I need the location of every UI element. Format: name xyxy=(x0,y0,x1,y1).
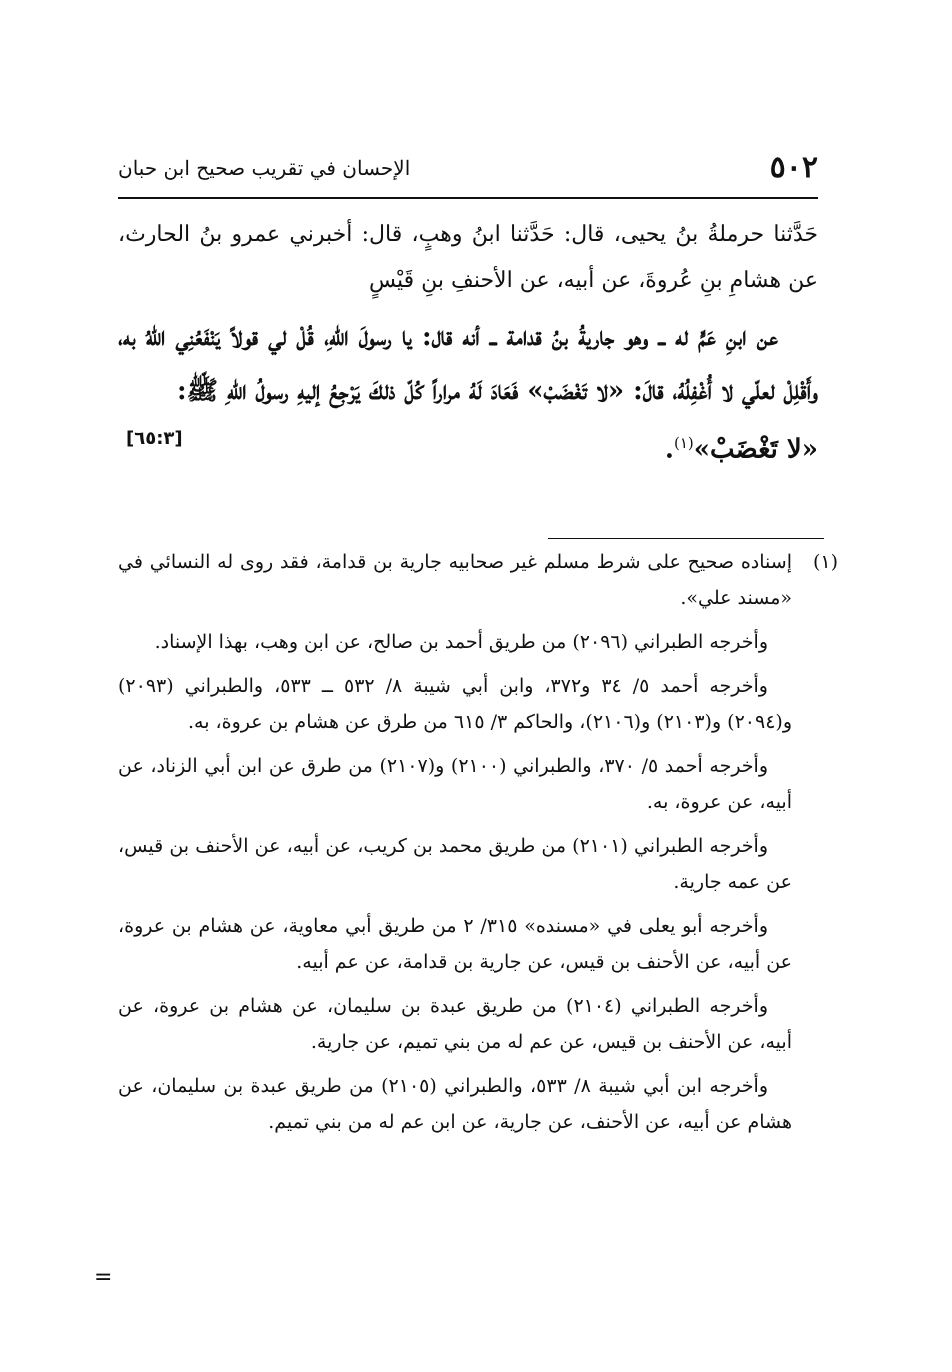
footnote-paragraph: وأخرجه أبو يعلى في «مسنده» ٣١٥/ ٢ من طريق أبي معاوية، عن هشام بن عروة، عن أبيه، عن الأحنف بن قيس، عن جارية بن قدامة، عن عم أبيه. xyxy=(118,915,792,973)
footnote-paragraph: وأخرجه أحمد ٥/ ٣٧٠، والطبراني (٢١٠٠) و(٢١٠٧) من طرق عن ابن أبي الزناد، عن أبيه، عن عروة، به. xyxy=(118,755,792,813)
footnote-rule xyxy=(548,538,824,539)
running-title: الإحسان في تقريب صحيح ابن حبان xyxy=(118,156,411,180)
footnote-1 xyxy=(118,544,838,616)
page-number: ٥٠٢ xyxy=(769,150,818,185)
header-rule xyxy=(118,197,818,199)
footnote-paragraph: وأخرجه الطبراني (٢١٠٤) من طريق عبدة بن سليمان، عن هشام بن عروة، عن أبيه، عن الأحنف بن قيس، عن عم له من بني تميم، عن جارية. xyxy=(118,995,792,1053)
hadith-closing-line xyxy=(118,418,818,468)
footnote-paragraph: وأخرجه الطبراني (٢٠٩٦) من طريق أحمد بن صالح، عن ابن وهب، بهذا الإسناد. xyxy=(154,631,768,653)
footnote-paragraph: وأخرجه ابن أبي شيبة ٨/ ٥٣٣، والطبراني (٢١٠٥) من طريق عبدة بن سليمان، عن هشام عن أبيه، عن الأحنف، عن جارية، عن ابن عم له من بني تميم. xyxy=(118,1075,792,1133)
footnote-1-text: إسناده صحيح على شرط مسلم غير صحابيه جارية بن قدامة، فقد روى له النسائي في «مسند علي». xyxy=(118,551,792,609)
hadith-isnad: حَدَّثنا حرملةُ بنُ يحيى، قال: حَدَّثنا ابنُ وهبٍ، قال: أخبرني عمرو بنُ الحارث، عن هشامِ بنِ عُروةَ، عن أبيه، عن الأحنفِ بنِ قَيْسٍ xyxy=(118,222,818,293)
hadith-closing xyxy=(665,418,818,475)
hadith-closing-quote: «لا تَغْضَبْ» xyxy=(693,434,818,465)
continuation-mark: = xyxy=(94,1265,113,1290)
page-header xyxy=(118,150,818,190)
hadith-matn: عن ابنِ عَمٍّ له ــ وهو جاريةُ بنُ قدامة ــ أنه قال: يا رسولَ اللّهِ، قُلْ لي قولاً يَنْفَعُنِي اللّهُ به، وأَقْلِلْ لعلّي لا أُغْفِلُهُ، قالَ: «لا تَغْضَبْ» فَعَادَ لَهُ مراراً كُلّ ذلكَ يَرْجِعُ إليهِ رسولُ اللّهِ ﷺ: xyxy=(118,322,818,406)
hadith-reference: [٦٥:٣] xyxy=(126,428,183,449)
closing-period: . xyxy=(664,434,674,465)
hadith-text xyxy=(118,212,818,468)
footnote-paragraph: وأخرجه الطبراني (٢١٠١) من طريق محمد بن كريب، عن أبيه، عن الأحنف بن قيس، عن عمه جارية. xyxy=(118,835,792,893)
footnote-number: (١) xyxy=(812,551,838,573)
footnote-paragraph: وأخرجه أحمد ٥/ ٣٤ و٣٧٢، وابن أبي شيبة ٨/ ٥٣٢ ــ ٥٣٣، والطبراني (٢٠٩٣) و(٢٠٩٤) و(٢١٠٣) و(٢١٠٦)، والحاكم ٣/ ٦١٥ من طرق عن هشام بن عروة، به. xyxy=(118,675,792,733)
footnotes xyxy=(118,544,838,1148)
footnote-marker: (١) xyxy=(673,434,694,452)
